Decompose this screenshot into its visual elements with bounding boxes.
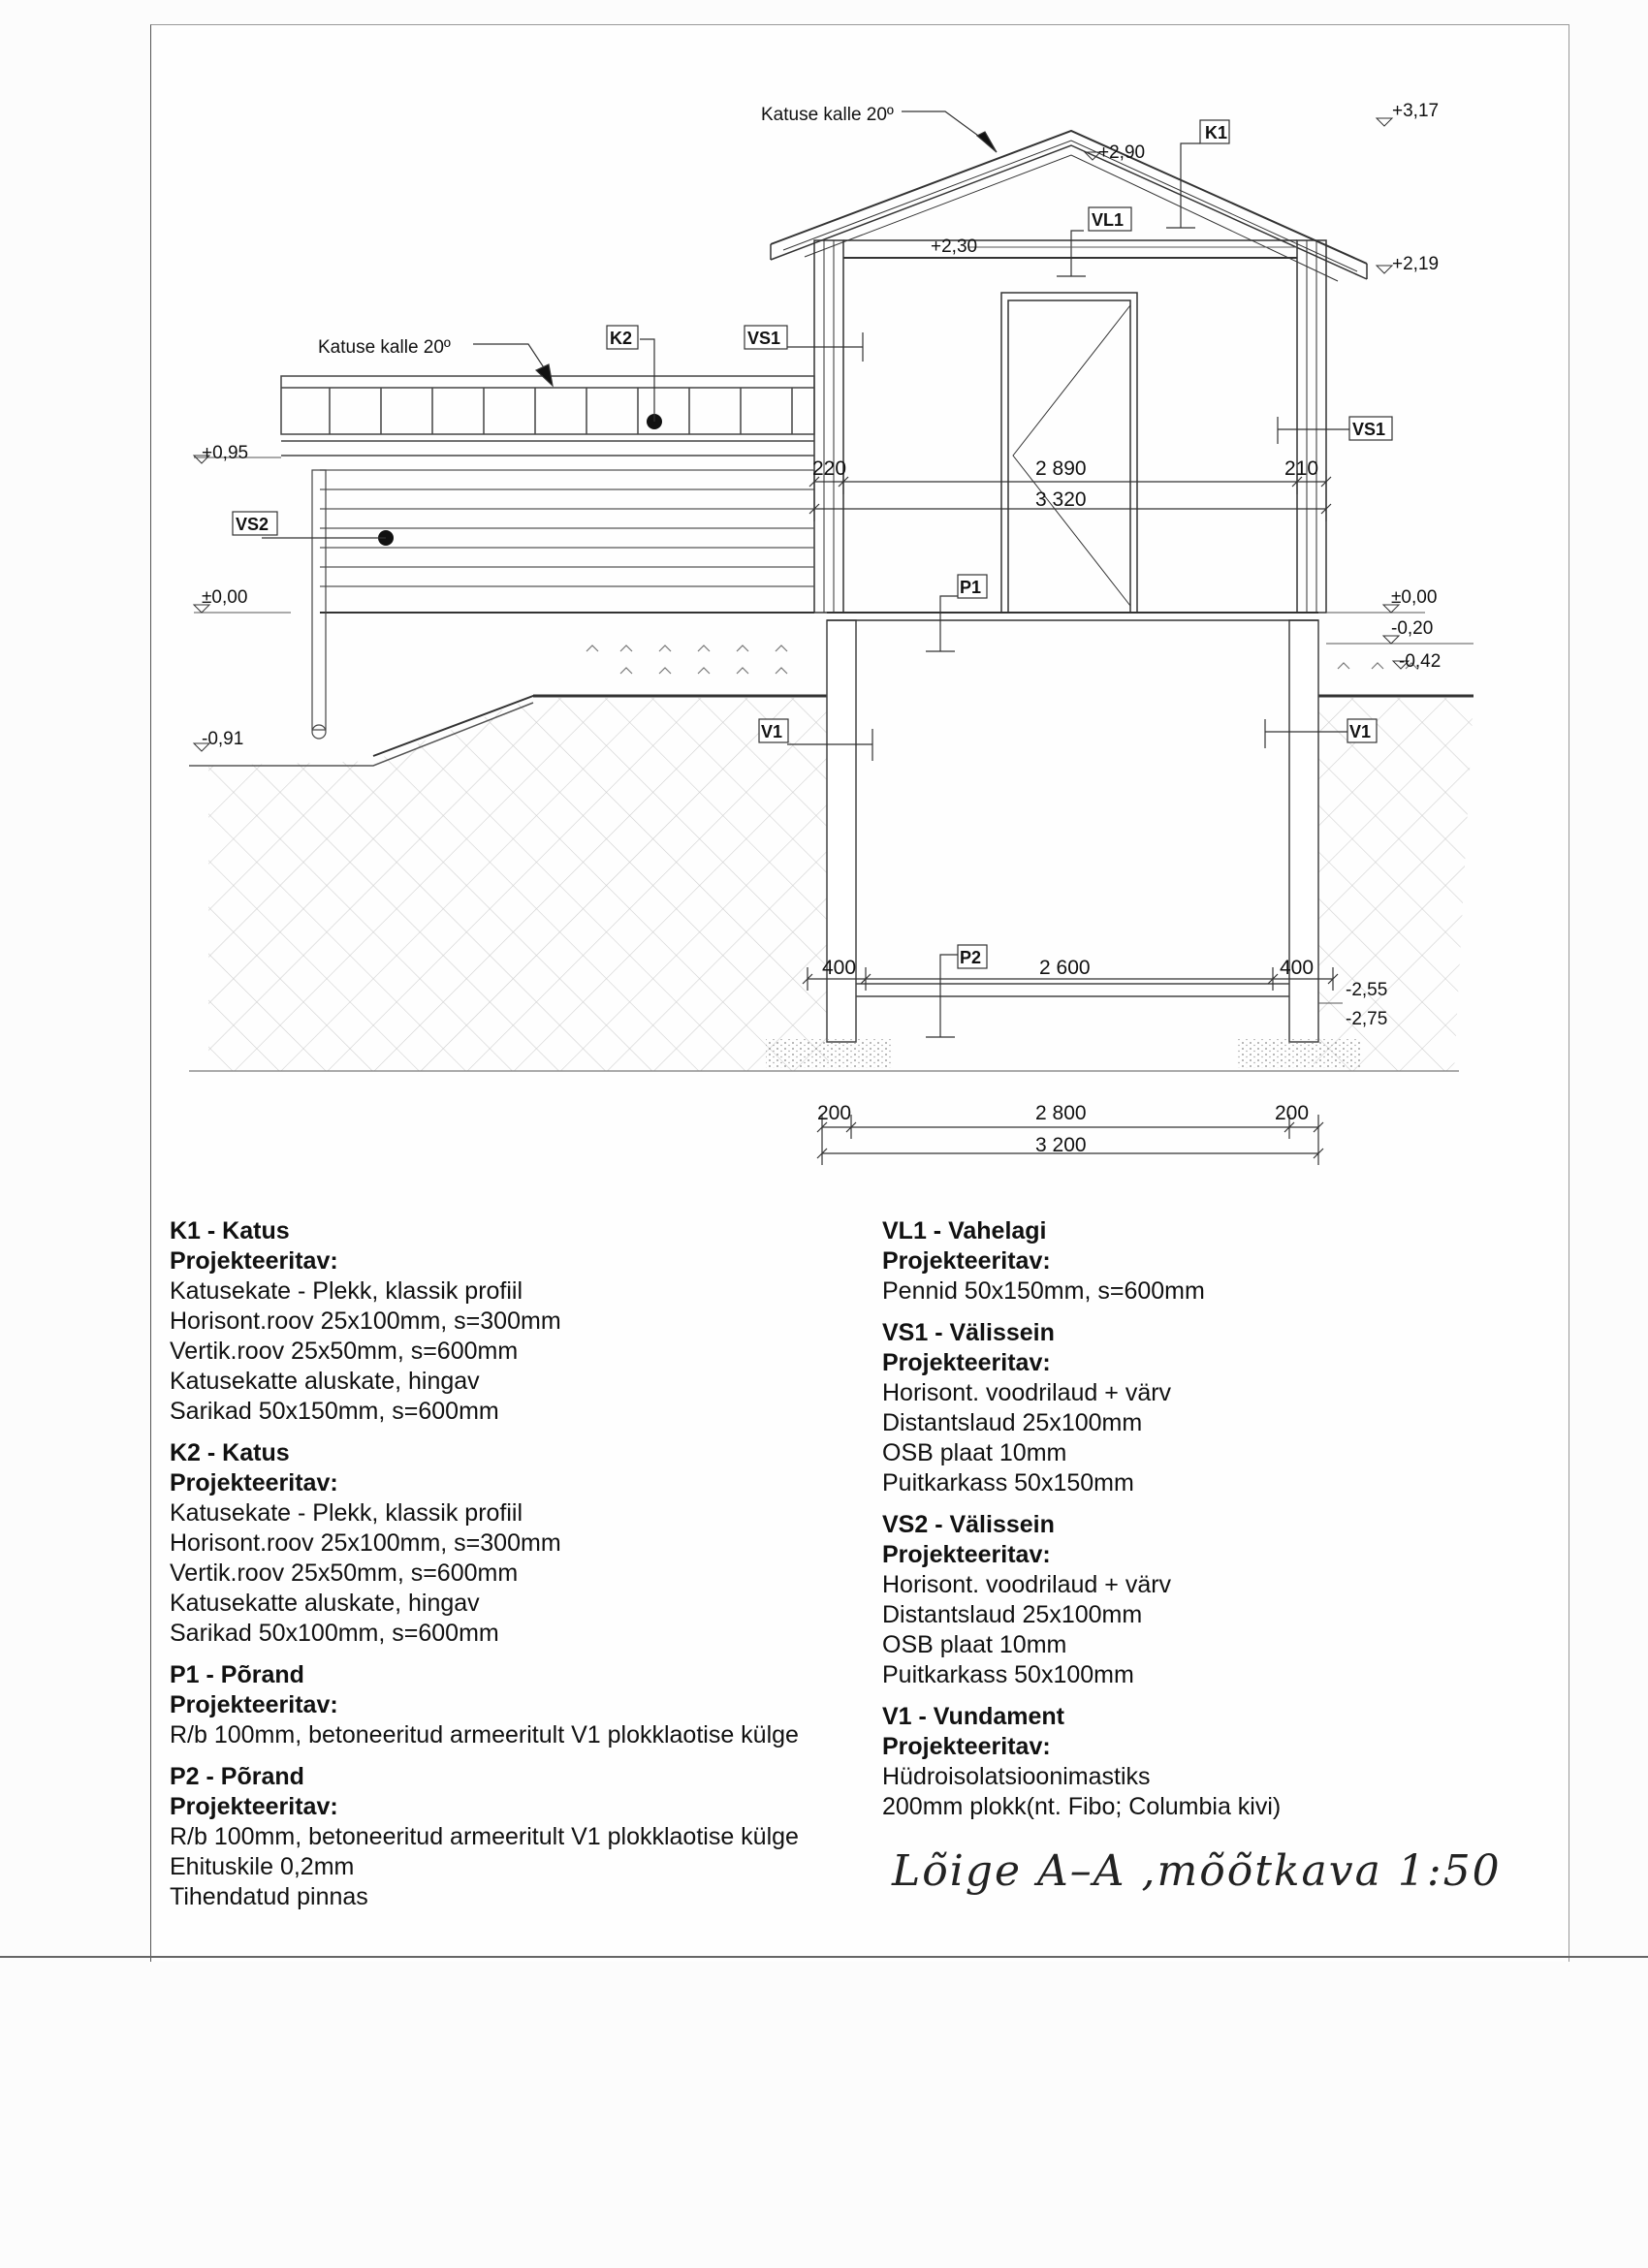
note-line: Horisont.roov 25x100mm, s=300mm: [170, 1529, 561, 1557]
tag-vl1: VL1: [1092, 210, 1125, 230]
level-floor-left: ±0,00: [202, 587, 248, 608]
foundation: [766, 620, 1362, 1068]
level-eave: +2,19: [1392, 254, 1440, 274]
level-ceiling: +2,30: [931, 236, 978, 257]
note-line: Vertik.roov 25x50mm, s=600mm: [170, 1559, 519, 1587]
dim-inner-width: 2 890: [1035, 457, 1087, 480]
roof-slope-canopy-label: Katuse kalle 20º: [318, 337, 451, 358]
note-title: P2 - Põrand: [170, 1763, 304, 1790]
dim-base-left: 200: [817, 1102, 852, 1124]
note-sub: Projekteeritav:: [882, 1733, 1051, 1760]
note-vl1: [882, 1216, 1425, 1307]
note-title: K1 - Katus: [170, 1217, 290, 1244]
note-title: P1 - Põrand: [170, 1661, 304, 1688]
note-vs2: [882, 1510, 1425, 1690]
note-sub: Projekteeritav:: [170, 1469, 338, 1496]
tag-k2: K2: [610, 329, 633, 348]
roof-slope-main-label: Katuse kalle 20º: [761, 105, 894, 125]
tag-p1: P1: [960, 578, 982, 597]
note-line: Sarikad 50x150mm, s=600mm: [170, 1398, 499, 1425]
note-line: Hüdroisolatsioonimastiks: [882, 1763, 1151, 1790]
note-line: Distantslaud 25x100mm: [882, 1601, 1143, 1628]
dim-base-total: 3 200: [1035, 1134, 1087, 1156]
dim-base-mid: 2 800: [1035, 1102, 1087, 1124]
tag-v1-right: V1: [1349, 722, 1372, 741]
note-sub: Projekteeritav:: [882, 1541, 1051, 1568]
note-line: Pennid 50x150mm, s=600mm: [882, 1277, 1205, 1305]
note-title: V1 - Vundament: [882, 1703, 1064, 1730]
note-line: Puitkarkass 50x100mm: [882, 1661, 1134, 1688]
note-line: Katusekate - Plekk, klassik profiil: [170, 1499, 523, 1527]
note-title: VS2 - Välissein: [882, 1511, 1055, 1538]
dim-foundation-mid: 2 600: [1039, 957, 1091, 979]
note-line: Tihendatud pinnas: [170, 1883, 368, 1910]
note-line: Vertik.roov 25x50mm, s=600mm: [170, 1338, 519, 1365]
note-sub: Projekteeritav:: [882, 1349, 1051, 1376]
note-line: 200mm plokk(nt. Fibo; Columbia kivi): [882, 1793, 1282, 1820]
note-line: Horisont.roov 25x100mm, s=300mm: [170, 1307, 561, 1335]
level-foundation-bottom: -2,75: [1346, 1009, 1388, 1029]
notes-right: [882, 1216, 1425, 1822]
level-floor-right: ±0,00: [1391, 587, 1438, 608]
dim-foundation-right: 400: [1280, 957, 1315, 979]
dim-wall-right: 210: [1284, 457, 1319, 480]
note-line: OSB plaat 10mm: [882, 1631, 1067, 1658]
tag-p2: P2: [960, 948, 982, 967]
tag-vs2: VS2: [236, 515, 269, 534]
tag-k1: K1: [1205, 123, 1228, 142]
note-line: Katusekate - Plekk, klassik profiil: [170, 1277, 523, 1305]
note-sub: Projekteeritav:: [170, 1691, 338, 1718]
level-ground-right-low: -0,42: [1399, 651, 1442, 672]
note-k2: [170, 1438, 906, 1649]
note-line: Horisont. voodrilaud + värv: [882, 1379, 1172, 1406]
note-p1: [170, 1660, 906, 1750]
note-title: VS1 - Välissein: [882, 1319, 1055, 1346]
note-line: Puitkarkass 50x150mm: [882, 1469, 1134, 1496]
note-v1: [882, 1702, 1425, 1822]
note-sub: Projekteeritav:: [882, 1247, 1051, 1275]
level-canopy: +0,95: [202, 443, 249, 463]
note-line: Sarikad 50x100mm, s=600mm: [170, 1620, 499, 1647]
note-sub: Projekteeritav:: [170, 1793, 338, 1820]
level-foundation-top: -2,55: [1346, 980, 1388, 1000]
note-line: Ehituskile 0,2mm: [170, 1853, 355, 1880]
note-vs1: [882, 1318, 1425, 1498]
note-sub: Projekteeritav:: [170, 1247, 338, 1275]
level-ridge: +2,90: [1098, 142, 1146, 163]
note-k1: [170, 1216, 906, 1427]
tag-vs1-right: VS1: [1352, 420, 1386, 439]
walls: [814, 240, 1326, 613]
canopy-roof: [281, 376, 814, 456]
level-ground-left: -0,91: [202, 729, 244, 749]
note-p2: [170, 1762, 906, 1912]
note-title: VL1 - Vahelagi: [882, 1217, 1047, 1244]
note-line: Distantslaud 25x100mm: [882, 1409, 1143, 1436]
note-title: K2 - Katus: [170, 1439, 290, 1466]
note-line: R/b 100mm, betoneeritud armeeritult V1 plokklaotise külge: [170, 1721, 799, 1748]
note-line: R/b 100mm, betoneeritud armeeritult V1 plokklaotise külge: [170, 1823, 799, 1850]
tag-v1-left: V1: [761, 722, 783, 741]
handwritten-title: Lõige A–A ,mõõtkava 1:50: [892, 1846, 1502, 1896]
note-line: OSB plaat 10mm: [882, 1439, 1067, 1466]
dim-total-width: 3 320: [1035, 488, 1087, 511]
note-line: Katusekatte aluskate, hingav: [170, 1590, 480, 1617]
note-line: Katusekatte aluskate, hingav: [170, 1368, 480, 1395]
level-ground-right: -0,20: [1391, 618, 1434, 639]
dim-base-right: 200: [1275, 1102, 1310, 1124]
dim-foundation-left: 400: [822, 957, 857, 979]
note-line: Horisont. voodrilaud + värv: [882, 1571, 1172, 1598]
notes-left: [170, 1216, 906, 1912]
door: [1001, 293, 1137, 613]
dim-wall-left: 220: [812, 457, 847, 480]
level-top-right: +3,17: [1392, 101, 1440, 121]
tag-vs1-top: VS1: [747, 329, 781, 348]
